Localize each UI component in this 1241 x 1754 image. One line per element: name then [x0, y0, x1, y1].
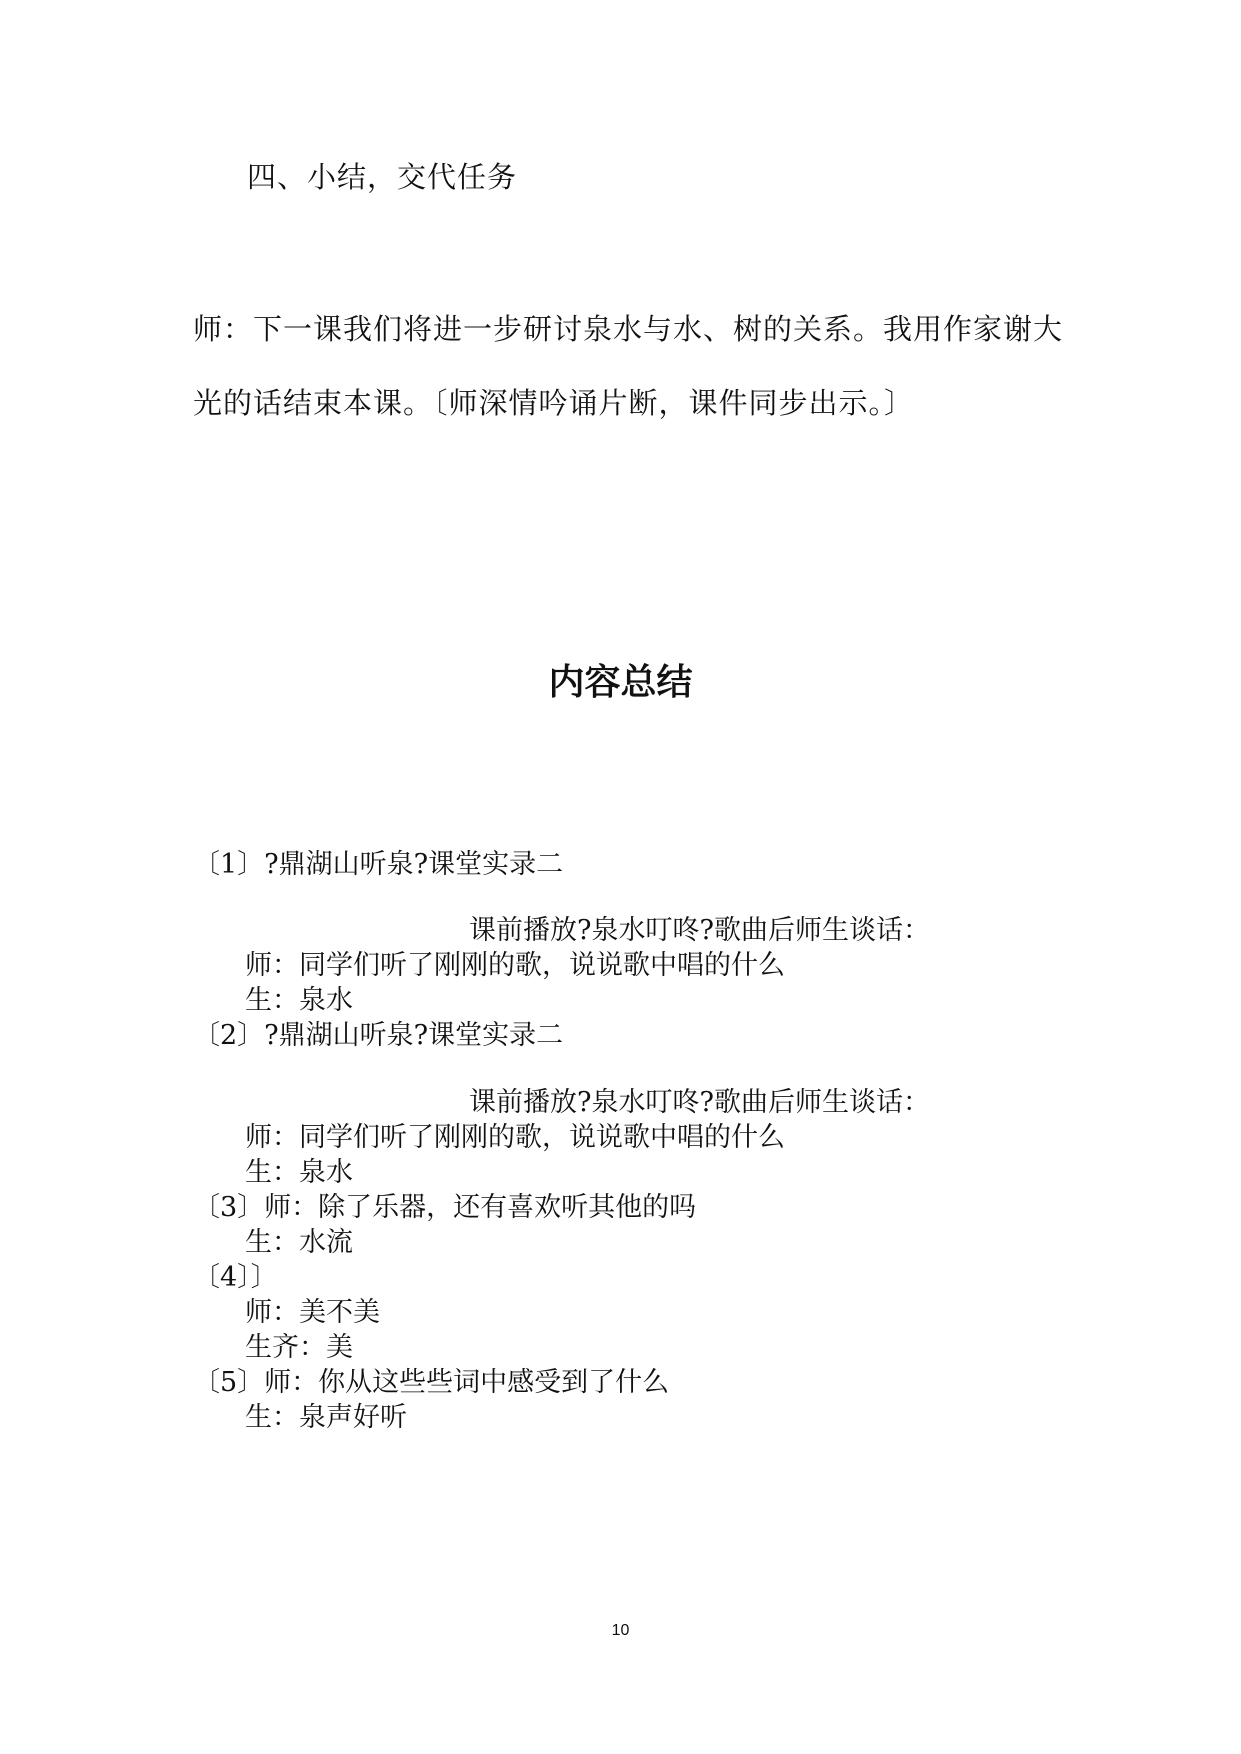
summary-item-1-intro: 课前播放?泉水叮咚?歌曲后师生谈话：: [469, 915, 930, 946]
summary-item-1-student: 生：泉水: [245, 985, 353, 1016]
summary-item-1-teacher: 师：同学们听了刚刚的歌，说说歌中唱的什么: [245, 950, 785, 981]
summary-item-5: 〔5〕师：你从这些些词中感受到了什么: [193, 1367, 670, 1398]
summary-item-4: 〔4〕〕: [193, 1262, 278, 1293]
summary-item-4-student: 生齐：美: [245, 1332, 353, 1363]
summary-item-2-teacher: 师：同学们听了刚刚的歌，说说歌中唱的什么: [245, 1122, 785, 1153]
summary-item-2-intro: 课前播放?泉水叮咚?歌曲后师生谈话：: [469, 1087, 930, 1118]
summary-item-1: 〔1〕?鼎湖山听泉?课堂实录二: [193, 849, 564, 880]
summary-item-4-teacher: 师：美不美: [245, 1297, 380, 1328]
paragraph-line-1: 师：下一课我们将进一步研讨泉水与水、树的关系。我用作家谢大: [193, 312, 1064, 346]
summary-item-3-student: 生：水流: [245, 1227, 353, 1258]
summary-title: 内容总结: [548, 662, 693, 703]
summary-item-2-student: 生：泉水: [245, 1157, 353, 1188]
summary-item-2: 〔2〕?鼎湖山听泉?课堂实录二: [193, 1020, 564, 1051]
summary-item-3: 〔3〕师：除了乐器，还有喜欢听其他的吗: [193, 1192, 697, 1223]
paragraph-line-2: 光的话结束本课。〔师深情吟诵片断，课件同步出示。〕: [193, 386, 915, 420]
section-heading: 四、小结，交代任务: [247, 160, 518, 194]
summary-item-5-student: 生：泉声好听: [245, 1402, 407, 1433]
page-number: 10: [611, 1622, 630, 1639]
